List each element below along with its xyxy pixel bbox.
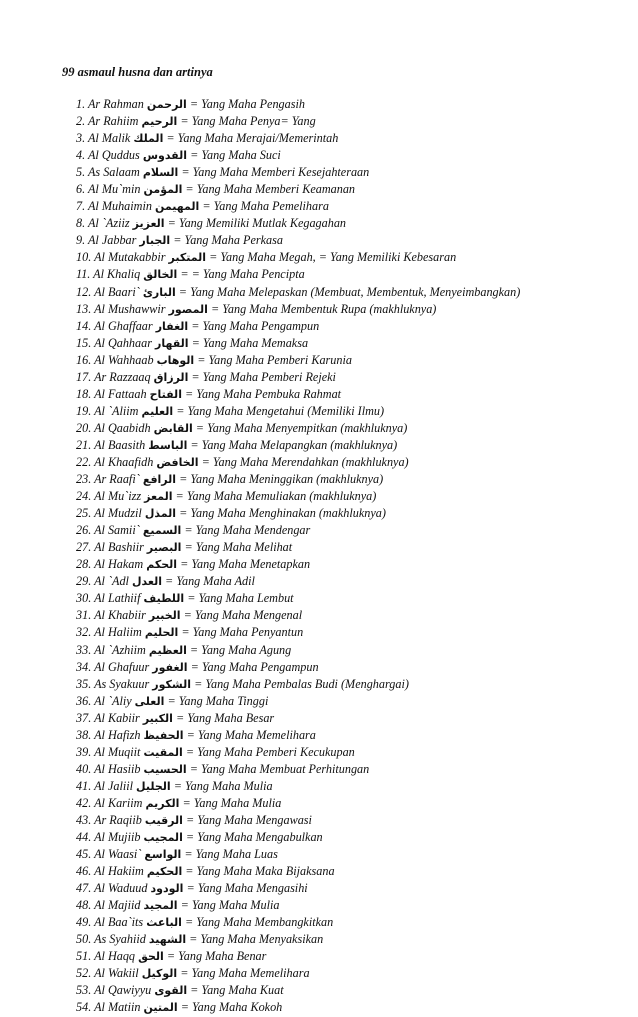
- item-number: 32.: [76, 625, 92, 640]
- item-number: 23.: [76, 472, 92, 487]
- item-arabic-name: المقيت: [143, 745, 183, 759]
- item-latin-name: Al Waasi`: [94, 847, 142, 862]
- list-item: [76, 318, 520, 335]
- item-latin-name: Al Waduud: [94, 881, 148, 896]
- item-meaning: = Yang Maha Melapangkan (makhluknya): [190, 437, 398, 452]
- item-meaning: = Yang Maha Membuat Perhitungan: [189, 761, 370, 776]
- item-number: 25.: [76, 506, 92, 521]
- item-meaning: = Yang Maha Pembalas Budi (Menghargai): [194, 676, 409, 691]
- item-latin-name: Al Jabbar: [87, 233, 137, 248]
- list-item: [76, 795, 520, 812]
- item-meaning: = Yang Maha Pemberi Karunia: [197, 352, 352, 367]
- item-meaning: = Yang Maha Membentuk Rupa (makhluknya): [210, 301, 437, 316]
- item-meaning: = Yang Maha Memelihara: [186, 727, 316, 742]
- list-item: [76, 693, 520, 710]
- list-item: [76, 710, 520, 727]
- item-latin-name: Al Hakam: [94, 557, 144, 572]
- item-latin-name: Al Baasith: [94, 437, 146, 452]
- item-number: 37.: [76, 710, 92, 725]
- item-number: 31.: [76, 608, 92, 623]
- list-item: [76, 982, 520, 999]
- list-item: [76, 539, 520, 556]
- list-item: [76, 761, 520, 778]
- item-number: 4.: [76, 148, 86, 163]
- item-number: 54.: [76, 1000, 92, 1015]
- item-meaning: = Yang Maha Kuat: [190, 983, 284, 998]
- item-meaning: = = Yang Maha Pencipta: [180, 267, 305, 282]
- item-number: 3.: [76, 131, 86, 146]
- item-latin-name: Al Mujiib: [94, 830, 141, 845]
- list-item: [76, 301, 520, 318]
- item-latin-name: Ar Rahman: [87, 97, 144, 111]
- item-latin-name: Al Ghaffaar: [94, 318, 153, 333]
- item-meaning: = Yang Maha Merajai/Memerintah: [166, 131, 339, 146]
- item-latin-name: Al Wahhaab: [94, 352, 154, 367]
- list-item: [76, 914, 520, 931]
- item-arabic-name: الخبير: [148, 609, 181, 623]
- item-latin-name: Al Kabiir: [94, 710, 140, 725]
- item-meaning: = Yang Maha Mengenal: [183, 608, 303, 623]
- item-latin-name: Al Jaliil: [94, 778, 133, 793]
- item-number: 28.: [76, 557, 92, 572]
- item-latin-name: Al Hafizh: [94, 727, 141, 742]
- item-number: 19.: [76, 403, 92, 418]
- item-arabic-name: الشكور: [152, 677, 192, 691]
- item-latin-name: Al Mushawwir: [94, 301, 166, 316]
- list-item: [76, 420, 520, 437]
- list-item: [76, 488, 520, 505]
- list-item: [76, 812, 520, 829]
- item-latin-name: As Salaam: [87, 165, 140, 180]
- item-number: 46.: [76, 864, 92, 879]
- item-meaning: = Yang Maha Mulia: [182, 795, 282, 810]
- item-meaning: = Yang Maha Tinggi: [167, 693, 269, 708]
- item-number: 7.: [76, 199, 86, 214]
- list-item: [76, 335, 520, 352]
- list-item: [76, 284, 520, 301]
- item-meaning: = Yang Maha Suci: [190, 148, 281, 163]
- item-latin-name: Al `Aliy: [94, 693, 132, 708]
- item-arabic-name: الرزاق: [153, 370, 189, 384]
- item-latin-name: Al `Aziiz: [87, 216, 130, 231]
- item-number: 8.: [76, 216, 86, 231]
- item-latin-name: As Syakuur: [94, 676, 150, 691]
- item-arabic-name: البصير: [146, 541, 182, 555]
- item-number: 41.: [76, 778, 92, 793]
- item-arabic-name: الجليل: [136, 779, 171, 793]
- item-meaning: = Yang Maha Kokoh: [180, 1000, 283, 1015]
- list-item: [76, 352, 520, 369]
- item-arabic-name: الحكيم: [146, 865, 183, 879]
- list-item: [76, 863, 520, 880]
- item-number: 45.: [76, 847, 92, 862]
- item-latin-name: Al Lathiif: [94, 591, 141, 606]
- item-number: 9.: [76, 233, 86, 248]
- list-item: [76, 744, 520, 761]
- item-arabic-name: المذل: [144, 507, 177, 521]
- item-arabic-name: الرقيب: [144, 813, 183, 827]
- item-meaning: = Yang Maha Adil: [165, 574, 255, 589]
- item-latin-name: Al `Aliim: [94, 403, 139, 418]
- item-meaning: = Yang Maha Pemberi Rejeki: [191, 369, 336, 384]
- item-meaning: = Yang Maha Menyempitkan (makhluknya): [195, 420, 408, 435]
- item-latin-name: Al Muhaimin: [87, 199, 152, 214]
- item-number: 15.: [76, 335, 92, 350]
- list-item: [76, 727, 520, 744]
- item-arabic-name: الودود: [150, 882, 184, 896]
- item-latin-name: Al Mu`izz: [94, 489, 142, 504]
- item-arabic-name: الحفيظ: [143, 728, 184, 742]
- item-latin-name: Al Mudzil: [94, 506, 142, 521]
- list-item: [76, 471, 520, 488]
- item-number: 5.: [76, 165, 86, 180]
- list-item: [76, 659, 520, 676]
- item-meaning: = Yang Maha Perkasa: [173, 233, 283, 248]
- item-meaning: = Yang Maha Pemelihara: [202, 199, 329, 214]
- item-arabic-name: الفتاح: [149, 387, 182, 401]
- item-meaning: = Yang Maha Mengawasi: [185, 812, 312, 827]
- item-meaning: = Yang Maha Pengampun: [191, 318, 320, 333]
- item-meaning: = Yang Maha Agung: [189, 642, 292, 657]
- item-latin-name: Al Malik: [87, 131, 131, 146]
- item-number: 35.: [76, 676, 92, 691]
- item-meaning: = Yang Maha Memelihara: [180, 966, 310, 981]
- item-meaning: = Yang Maha Memberi Kesejahteraan: [181, 165, 370, 180]
- item-number: 29.: [76, 574, 92, 589]
- list-item: [76, 556, 520, 573]
- list-item: [76, 164, 520, 181]
- list-item: [76, 113, 520, 130]
- item-arabic-name: القدوس: [142, 149, 188, 163]
- item-latin-name: Al Mutakabbir: [94, 250, 166, 265]
- item-latin-name: Ar Raqiib: [94, 812, 142, 827]
- list-item: [76, 232, 520, 249]
- list-item: [76, 607, 520, 624]
- item-number: 14.: [76, 318, 92, 333]
- item-latin-name: Al Ghafuur: [94, 659, 150, 674]
- item-arabic-name: الواسع: [144, 848, 182, 862]
- item-number: 36.: [76, 693, 92, 708]
- list-item: [76, 948, 520, 965]
- item-number: 17.: [76, 369, 92, 384]
- item-number: 30.: [76, 591, 92, 606]
- item-number: 33.: [76, 642, 92, 657]
- item-arabic-name: الرحيم: [141, 115, 178, 129]
- list-item: [76, 215, 520, 232]
- item-meaning: = Yang Maha Pengasih: [189, 97, 305, 111]
- item-latin-name: Al Hakiim: [94, 864, 144, 879]
- list-item: [76, 386, 520, 403]
- item-latin-name: Al Hasiib: [94, 761, 141, 776]
- item-latin-name: Al Baa`its: [94, 915, 144, 930]
- item-number: 49.: [76, 915, 92, 930]
- item-number: 10.: [76, 250, 92, 265]
- item-latin-name: Al Haliim: [94, 625, 142, 640]
- item-meaning: = Yang Maha Melihat: [184, 540, 293, 555]
- item-number: 11.: [76, 267, 91, 282]
- item-meaning: = Yang Maha Mengetahui (Memiliki Ilmu): [176, 403, 385, 418]
- item-number: 18.: [76, 386, 92, 401]
- item-meaning: = Yang Maha Luas: [184, 847, 278, 862]
- item-latin-name: Ar Rahiim: [87, 114, 139, 129]
- item-meaning: = Yang Maha Meninggikan (makhluknya): [179, 472, 384, 487]
- item-number: 47.: [76, 881, 92, 896]
- list-item: [76, 454, 520, 471]
- list-item: [76, 403, 520, 420]
- list-item: [76, 505, 520, 522]
- list-item: [76, 573, 520, 590]
- asmaul-husna-list: [76, 96, 520, 1017]
- document-title: 99 asmaul husna dan artinya: [62, 65, 213, 79]
- item-latin-name: Al Haqq: [94, 949, 136, 964]
- item-arabic-name: العليم: [141, 404, 174, 418]
- item-meaning: = Yang Maha Pembuka Rahmat: [185, 386, 342, 401]
- list-item: [76, 999, 520, 1016]
- item-latin-name: Al Majiid: [94, 898, 141, 913]
- item-number: 34.: [76, 659, 92, 674]
- item-meaning: = Yang Maha Mengabulkan: [185, 830, 323, 845]
- item-arabic-name: المتكبر: [168, 251, 207, 265]
- item-arabic-name: الشهيد: [148, 933, 187, 947]
- list-item: [76, 965, 520, 982]
- item-meaning: = Yang Maha Menetapkan: [180, 557, 311, 572]
- item-meaning: = Yang Maha Benar: [166, 949, 267, 964]
- item-arabic-name: العلى: [134, 694, 165, 708]
- list-item: [76, 829, 520, 846]
- item-meaning: = Yang Maha Memaksa: [191, 335, 309, 350]
- list-item: [76, 96, 520, 113]
- item-arabic-name: المصور: [168, 302, 208, 316]
- item-arabic-name: الغفار: [155, 319, 189, 333]
- item-latin-name: Al Baari`: [94, 284, 140, 299]
- item-latin-name: Ar Razzaaq: [94, 369, 151, 384]
- list-item: [76, 931, 520, 948]
- item-number: 40.: [76, 761, 92, 776]
- item-arabic-name: البارئ: [142, 285, 176, 299]
- item-arabic-name: العزيز: [132, 217, 165, 231]
- list-item: [76, 676, 520, 693]
- item-number: 38.: [76, 727, 92, 742]
- item-meaning: = Yang Maha Pemberi Kecukupan: [185, 744, 355, 759]
- item-number: 52.: [76, 966, 92, 981]
- item-meaning: = Yang Maha Lembut: [187, 591, 294, 606]
- item-meaning: = Yang Maha Maka Bijaksana: [185, 864, 335, 879]
- item-arabic-name: السلام: [142, 166, 179, 180]
- item-number: 16.: [76, 352, 92, 367]
- item-latin-name: Al Matiin: [94, 1000, 141, 1015]
- item-arabic-name: القابض: [153, 421, 193, 435]
- item-number: 20.: [76, 420, 92, 435]
- item-latin-name: As Syahiid: [94, 932, 146, 947]
- item-arabic-name: الوهاب: [156, 353, 195, 367]
- item-arabic-name: المجيد: [143, 899, 178, 913]
- item-latin-name: Al Khaliq: [93, 267, 141, 282]
- item-arabic-name: المؤمن: [143, 183, 183, 197]
- item-meaning: = Yang Maha Memberi Keamanan: [185, 182, 356, 197]
- item-arabic-name: العدل: [131, 575, 162, 589]
- list-item: [76, 198, 520, 215]
- item-number: 51.: [76, 949, 92, 964]
- item-number: 21.: [76, 437, 92, 452]
- item-arabic-name: الحليم: [144, 626, 179, 640]
- list-item: [76, 522, 520, 539]
- item-arabic-name: الكريم: [145, 796, 180, 810]
- item-arabic-name: الخافض: [156, 455, 199, 469]
- item-number: 22.: [76, 454, 92, 469]
- item-number: 12.: [76, 284, 92, 299]
- item-latin-name: Al Wakiil: [94, 966, 139, 981]
- item-latin-name: Al Qaabidh: [94, 420, 151, 435]
- item-latin-name: Al Fattaah: [94, 386, 147, 401]
- item-latin-name: Al Khabiir: [94, 608, 146, 623]
- item-latin-name: Al Qahhaar: [94, 335, 152, 350]
- item-arabic-name: الكبير: [142, 711, 173, 725]
- item-meaning: = Yang Maha Memuliakan (makhluknya): [175, 489, 377, 504]
- item-number: 42.: [76, 795, 92, 810]
- item-arabic-name: الجبار: [139, 234, 171, 248]
- item-number: 1.: [76, 97, 86, 111]
- list-item: [76, 846, 520, 863]
- item-arabic-name: الوكيل: [141, 967, 178, 981]
- item-arabic-name: المتين: [143, 1001, 178, 1015]
- list-item: [76, 642, 520, 659]
- item-number: 44.: [76, 830, 92, 845]
- list-item: [76, 624, 520, 641]
- item-arabic-name: الرحمن: [146, 98, 187, 111]
- item-meaning: = Yang Maha Mengasihi: [186, 881, 308, 896]
- item-latin-name: Al Samii`: [94, 523, 140, 538]
- item-latin-name: Al Quddus: [87, 148, 140, 163]
- item-arabic-name: المهيمن: [155, 200, 200, 214]
- item-number: 53.: [76, 983, 92, 998]
- item-meaning: = Yang Maha Merendahkan (makhluknya): [201, 454, 409, 469]
- item-meaning: = Yang Maha Mulia: [180, 898, 280, 913]
- item-number: 50.: [76, 932, 92, 947]
- list-item: [76, 249, 520, 266]
- item-meaning: = Yang Maha Membangkitkan: [184, 915, 334, 930]
- item-meaning: = Yang Maha Menghinakan (makhluknya): [179, 506, 386, 521]
- item-arabic-name: السميع: [142, 524, 182, 538]
- item-meaning: = Yang Maha Melepaskan (Membuat, Membentuk, Menyeimbangkan): [178, 284, 521, 299]
- item-arabic-name: الخالق: [143, 268, 178, 282]
- item-meaning: = Yang Maha Mendengar: [184, 523, 311, 538]
- item-number: 24.: [76, 489, 92, 504]
- item-meaning: = Yang Maha Megah, = Yang Memiliki Kebesaran: [209, 250, 457, 265]
- item-meaning: = Yang Maha Penyantun: [181, 625, 304, 640]
- item-arabic-name: الحكم: [146, 558, 178, 572]
- item-arabic-name: القوى: [154, 984, 188, 998]
- item-meaning: = Yang Maha Menyaksikan: [189, 932, 324, 947]
- list-item: [76, 880, 520, 897]
- item-arabic-name: الباسط: [148, 438, 188, 452]
- item-arabic-name: المعز: [144, 490, 173, 504]
- item-number: 39.: [76, 744, 92, 759]
- list-item: [76, 778, 520, 795]
- item-number: 27.: [76, 540, 92, 555]
- item-arabic-name: الحسيب: [143, 762, 187, 776]
- item-meaning: = Yang Maha Pengampun: [190, 659, 319, 674]
- list-item: [76, 147, 520, 164]
- item-latin-name: Al Mu`min: [87, 182, 141, 197]
- list-item: [76, 897, 520, 914]
- item-latin-name: Al `Azhiim: [94, 642, 146, 657]
- item-latin-name: Al `Adl: [94, 574, 129, 589]
- item-latin-name: Al Bashiir: [94, 540, 144, 555]
- item-meaning: = Yang Maha Penya= Yang: [180, 114, 316, 129]
- item-latin-name: Al Kariim: [94, 795, 143, 810]
- list-item: [76, 266, 520, 283]
- item-arabic-name: القهار: [155, 336, 189, 350]
- item-arabic-name: المجيب: [143, 831, 183, 845]
- list-item: [76, 130, 520, 147]
- list-item: [76, 181, 520, 198]
- item-latin-name: Al Khaafidh: [94, 454, 154, 469]
- item-latin-name: Al Muqiit: [94, 744, 141, 759]
- item-meaning: = Yang Memiliki Mutlak Kegagahan: [167, 216, 347, 231]
- item-arabic-name: الحق: [138, 950, 164, 964]
- item-number: 26.: [76, 523, 92, 538]
- item-arabic-name: اللطيف: [143, 592, 185, 606]
- item-latin-name: Al Qawiyyu: [94, 983, 152, 998]
- item-arabic-name: العظيم: [148, 643, 187, 657]
- item-arabic-name: الباعث: [146, 916, 182, 930]
- item-meaning: = Yang Maha Besar: [176, 710, 275, 725]
- item-arabic-name: الغفور: [152, 660, 188, 674]
- item-number: 48.: [76, 898, 92, 913]
- item-latin-name: Ar Raafi`: [94, 472, 140, 487]
- item-arabic-name: الملك: [133, 132, 164, 146]
- list-item: [76, 369, 520, 386]
- list-item: [76, 590, 520, 607]
- item-number: 13.: [76, 301, 92, 316]
- item-number: 43.: [76, 812, 92, 827]
- item-arabic-name: الرافع: [142, 473, 177, 487]
- item-meaning: = Yang Maha Mulia: [173, 778, 273, 793]
- list-item: [76, 437, 520, 454]
- item-number: 2.: [76, 114, 86, 129]
- item-number: 6.: [76, 182, 86, 197]
